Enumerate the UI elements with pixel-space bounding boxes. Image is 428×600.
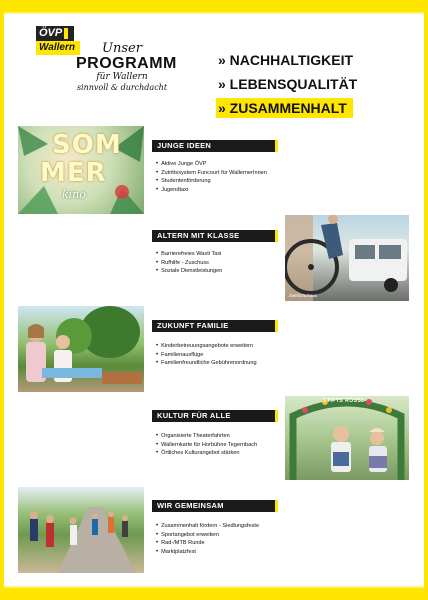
section-title-wir-gemeinsam: WIR GEMEINSAM [152, 500, 275, 512]
photo-caption: Zweibräuhaus [289, 293, 318, 298]
family-outdoor-photo [18, 306, 144, 392]
actors-icon [285, 396, 409, 480]
yellow-frame-right [424, 0, 428, 600]
list-item: • Familienfreundliche Gebührenordnung [156, 359, 257, 368]
section-bullets-zukunft-familie [156, 342, 257, 368]
sommerkino-photo [18, 126, 144, 214]
section-title-junge-ideen: JUNGE IDEEN [152, 140, 275, 152]
list-item: • Jugendtaxi [156, 186, 267, 195]
section-bullets-kultur-fuer-alle [156, 432, 257, 458]
slogan-line-2: PROGRAMM [76, 55, 177, 72]
list-item: • Marktplatzfest [156, 548, 259, 557]
logo-party-label [36, 26, 74, 41]
yellow-frame-bottom-line [0, 586, 428, 588]
stage-sign: STIFTS RÖSSL [323, 398, 365, 404]
list-item: • Barrierefreies Wasti Taxi [156, 250, 222, 259]
value-zusammenhalt: » ZUSAMMENHALT [216, 98, 353, 118]
list-item: • Organisierte Theaterfahrten [156, 432, 257, 441]
section-bullets-altern-mit-klasse [156, 250, 222, 276]
list-item: • Kinderbetreuungsangebote erweitern [156, 342, 257, 351]
value-lebensqualitaet: » LEBENSQUALITÄT [218, 76, 358, 92]
sommer-kino-label: kino [62, 188, 86, 201]
section-title-zukunft-familie: ZUKUNFT FAMILIE [152, 320, 275, 332]
list-item: • Zusammenhalt fördern - Siedlungsfeste [156, 522, 259, 531]
list-item: • Wallernkarte für Horbühne Tegernbach [156, 441, 257, 450]
section-bullets-junge-ideen [156, 160, 267, 194]
yellow-frame-top [0, 0, 428, 12]
yellow-frame-top-line [0, 12, 428, 14]
children-icon [18, 306, 144, 392]
sommer-word-2: MER [40, 158, 107, 188]
list-item: • Studentenförderung [156, 177, 267, 186]
list-item: • Soziale Dienstleistungen [156, 267, 222, 276]
logo-place-label: Wallern [36, 41, 80, 55]
list-item: • Zutrittssystem Funcourt für WallernerInnen [156, 169, 267, 178]
list-item: • Sportangebot erweitern [156, 531, 259, 540]
list-item: • Rufhilfe - Zuschuss [156, 259, 222, 268]
logo-party-text: ÖVP [39, 27, 63, 39]
section-title-kultur-fuer-alle: KULTUR FÜR ALLE [152, 410, 275, 422]
value-nachhaltigkeit: » NACHHALTIGKEIT [218, 52, 354, 68]
slogan-line-3: für Wallern [96, 72, 148, 82]
theater-stage-photo [285, 396, 409, 480]
wheelchair-icon [285, 215, 409, 301]
list-item: • Aktive Junge ÖVP [156, 160, 267, 169]
sommer-word-1: SOM [52, 130, 122, 160]
section-bullets-wir-gemeinsam [156, 522, 259, 556]
wheelchair-taxi-photo [285, 215, 409, 301]
slogan-line-1: Unser [102, 41, 142, 56]
slogan-line-4: sinnvoll & durchdacht [76, 83, 168, 92]
yellow-frame-bottom [0, 588, 428, 600]
runners-icon [18, 487, 144, 573]
list-item: • Örtliches Kulturangebot stärken [156, 449, 257, 458]
group-run-photo [18, 487, 144, 573]
logo-bar-icon [64, 28, 68, 39]
program-slogan [76, 41, 177, 92]
values-list [216, 50, 363, 122]
list-item: • Rad-/MTB Runde [156, 539, 259, 548]
list-item: • Familienausflüge [156, 351, 257, 360]
section-title-altern-mit-klasse: ALTERN MIT KLASSE [152, 230, 275, 242]
yellow-frame-left [0, 0, 4, 600]
